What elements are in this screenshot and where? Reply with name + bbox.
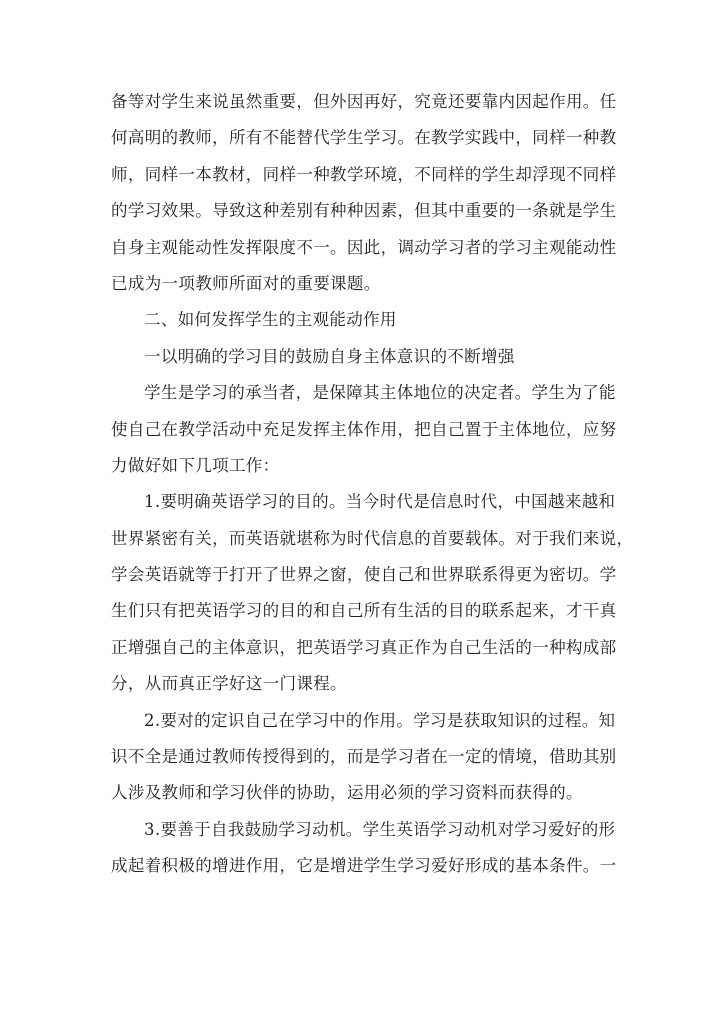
text-line: 2.要对的定识自己在学习中的作用。学习是获取知识的过程。知 xyxy=(144,710,616,730)
text-line: 1.要明确英语学习的目的。当今时代是信息时代，中国越来越和 xyxy=(144,492,616,512)
text-line: 备等对学生来说虽然重要，但外因再好，究竟还要靠内因起作用。任 xyxy=(111,92,617,111)
text-line: 识不全是通过教师传授得到的，而是学习者在一定的情境，借助其别 xyxy=(111,747,617,767)
text-line: 人涉及教师和学习伙伴的协助，运用必须的学习资料而获得的。 xyxy=(111,783,583,803)
text-line: 使自己在教学活动中充足发挥主体作用，把自己置于主体地位，应努 xyxy=(111,419,617,439)
text-line: 生们只有把英语学习的目的和自己所有生活的目的联系起来，才干真 xyxy=(111,601,617,621)
text-line: 一以明确的学习目的鼓励自身主体意识的不断增强 xyxy=(144,346,515,366)
text-line: 师，同样一本教材，同样一种教学环境，不同样的学生却浮现不同样 xyxy=(111,164,617,184)
text-line: 正增强自己的主体意识，把英语学习真正作为自己生活的一种构成部 xyxy=(111,637,617,657)
text-line: 成起着积极的增进作用，它是增进学生学习爱好形成的基本条件。一 xyxy=(111,856,617,876)
text-line: 力做好如下几项工作： xyxy=(111,455,280,475)
text-line: 二、如何发挥学生的主观能动作用 xyxy=(144,310,397,330)
text-line: 自身主观能动性发挥限度不一。因此，调动学习者的学习主观能动性 xyxy=(111,237,617,257)
text-line: 的学习效果。导致这种差别有种种因素，但其中重要的一条就是学生 xyxy=(111,201,617,221)
text-line: 已成为一项教师所面对的重要课题。 xyxy=(111,273,381,293)
text-line: 分，从而真正学好这一门课程。 xyxy=(111,674,347,694)
text-line: 世界紧密有关，而英语就堪称为时代信息的首要载体。对于我们来说， xyxy=(111,528,634,548)
text-line: 学生是学习的承当者，是保障其主体地位的决定者。学生为了能 xyxy=(144,383,616,403)
text-line: 何高明的教师，所有不能替代学生学习。在教学实践中，同样一种教 xyxy=(111,128,617,148)
text-line: 3.要善于自我鼓励学习动机。学生英语学习动机对学习爱好的形 xyxy=(144,819,616,839)
text-line: 学会英语就等于打开了世界之窗，使自己和世界联系得更为密切。学 xyxy=(111,565,617,585)
body-text xyxy=(111,84,634,885)
